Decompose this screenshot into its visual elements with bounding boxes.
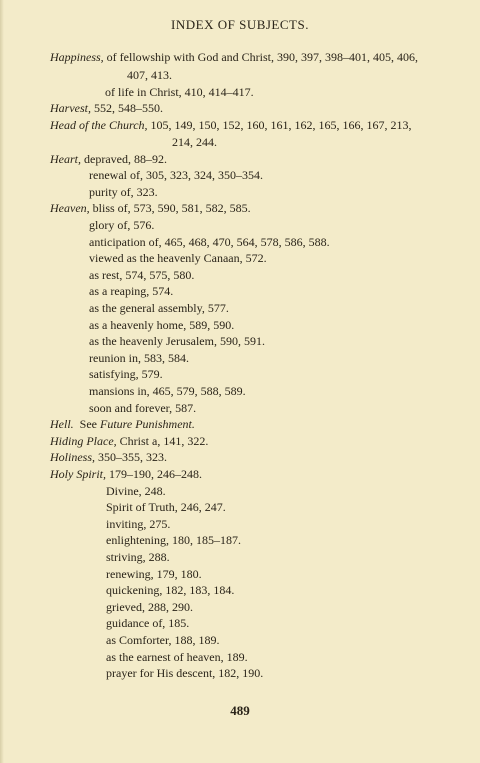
index-entry: [89, 251, 267, 265]
entry-heading: Head of the Church,: [50, 118, 148, 132]
index-entry: [89, 235, 330, 249]
entry-references: prayer for His descent, 182, 190.: [106, 666, 264, 680]
index-entry: [50, 50, 418, 64]
running-header: INDEX OF SUBJECTS.: [171, 17, 309, 32]
index-entry: [50, 201, 251, 215]
entry-references: 350–355, 323.: [95, 450, 167, 464]
entry-references: 407, 413.: [127, 68, 172, 82]
index-entry: [106, 666, 263, 680]
entry-references: bliss of, 573, 590, 581, 582, 585.: [89, 201, 251, 215]
entry-heading: Holiness,: [50, 450, 95, 464]
index-entry: [89, 168, 263, 182]
entry-references: of life in Christ, 410, 414–417.: [105, 85, 254, 99]
entry-references: renewal of, 305, 323, 324, 350–354.: [89, 168, 263, 182]
index-entry: [106, 484, 166, 498]
entry-references: as the general assembly, 577.: [89, 301, 229, 315]
index-entry: [106, 633, 220, 647]
entry-references: as Comforter, 188, 189.: [106, 633, 220, 647]
entry-references: glory of, 576.: [89, 218, 155, 232]
entry-references: of fellowship with God and Christ, 390, 397, 398–401, 405, 406,: [103, 50, 418, 64]
index-entry: [106, 583, 234, 597]
entry-references: as the heavenly Jerusalem, 590, 591.: [89, 334, 265, 348]
index-entry: [106, 517, 170, 531]
index-entry: [106, 533, 241, 547]
index-entry: [89, 301, 229, 315]
entry-references: Divine, 248.: [106, 484, 166, 498]
entry-heading: Happiness,: [50, 50, 104, 64]
entry-references: as rest, 574, 575, 580.: [89, 268, 195, 282]
page-number: 489: [230, 703, 250, 718]
entry-references: as the earnest of heaven, 189.: [106, 650, 248, 664]
entry-references: Spirit of Truth, 246, 247.: [106, 500, 226, 514]
entry-references: renewing, 179, 180.: [106, 567, 202, 581]
index-entry: [106, 550, 170, 564]
entry-heading: Hell.: [50, 417, 74, 431]
entry-references: purity of, 323.: [89, 185, 158, 199]
index-entry: [50, 152, 167, 166]
index-entry: [89, 268, 194, 282]
index-entry: [106, 616, 189, 630]
index-entry: [50, 467, 202, 481]
index-entry: [89, 185, 158, 199]
entry-references: anticipation of, 465, 468, 470, 564, 578, 586, 588.: [89, 235, 330, 249]
index-entry: [106, 500, 226, 514]
entry-references: reunion in, 583, 584.: [89, 351, 189, 365]
index-entry: [50, 434, 208, 448]
entry-heading: Hiding Place,: [50, 434, 117, 448]
entry-references: soon and forever, 587.: [89, 401, 197, 415]
index-entry: [89, 218, 154, 232]
entry-references: 105, 149, 150, 152, 160, 161, 162, 165, 166, 167, 213,: [147, 118, 412, 132]
entry-references: grieved, 288, 290.: [106, 600, 193, 614]
index-entry: [89, 351, 189, 365]
entry-references: 214, 244.: [172, 135, 217, 149]
index-entry: [172, 135, 217, 149]
entry-heading: Heaven,: [50, 201, 90, 215]
entry-references: depraved, 88–92.: [81, 152, 167, 166]
index-entry: [105, 85, 254, 99]
entry-references: striving, 288.: [106, 550, 170, 564]
entry-cross-reference: Future Punishment.: [100, 417, 195, 431]
entry-references: as a reaping, 574.: [89, 284, 174, 298]
index-entry: [50, 417, 195, 431]
entry-heading: Harvest,: [50, 101, 91, 115]
entry-references: 552, 548–550.: [91, 101, 163, 115]
index-entry: [89, 284, 173, 298]
entry-heading: Holy Spirit,: [50, 467, 106, 481]
index-entry: [127, 68, 172, 82]
index-entry: [89, 401, 196, 415]
page-edge-shadow: [0, 0, 4, 763]
index-entry: [106, 567, 202, 581]
entry-references: quickening, 182, 183, 184.: [106, 583, 235, 597]
index-entry: [89, 334, 265, 348]
entry-references: guidance of, 185.: [106, 616, 190, 630]
index-entry: [50, 118, 412, 132]
index-entry: [89, 367, 163, 381]
index-entry: [106, 600, 193, 614]
index-entry: [106, 650, 248, 664]
entry-references: inviting, 275.: [106, 517, 171, 531]
entry-references: See: [73, 417, 100, 431]
index-entry: [89, 384, 246, 398]
entry-references: enlightening, 180, 185–187.: [106, 533, 241, 547]
entry-references: 179–190, 246–248.: [106, 467, 202, 481]
index-entry: [50, 450, 167, 464]
entry-references: satisfying, 579.: [89, 367, 163, 381]
index-entry: [89, 318, 234, 332]
entry-references: Christ a, 141, 322.: [116, 434, 209, 448]
entry-references: as a heavenly home, 589, 590.: [89, 318, 235, 332]
entry-heading: Heart,: [50, 152, 81, 166]
entry-references: viewed as the heavenly Canaan, 572.: [89, 251, 267, 265]
index-entry: [50, 101, 163, 115]
entry-references: mansions in, 465, 579, 588, 589.: [89, 384, 246, 398]
